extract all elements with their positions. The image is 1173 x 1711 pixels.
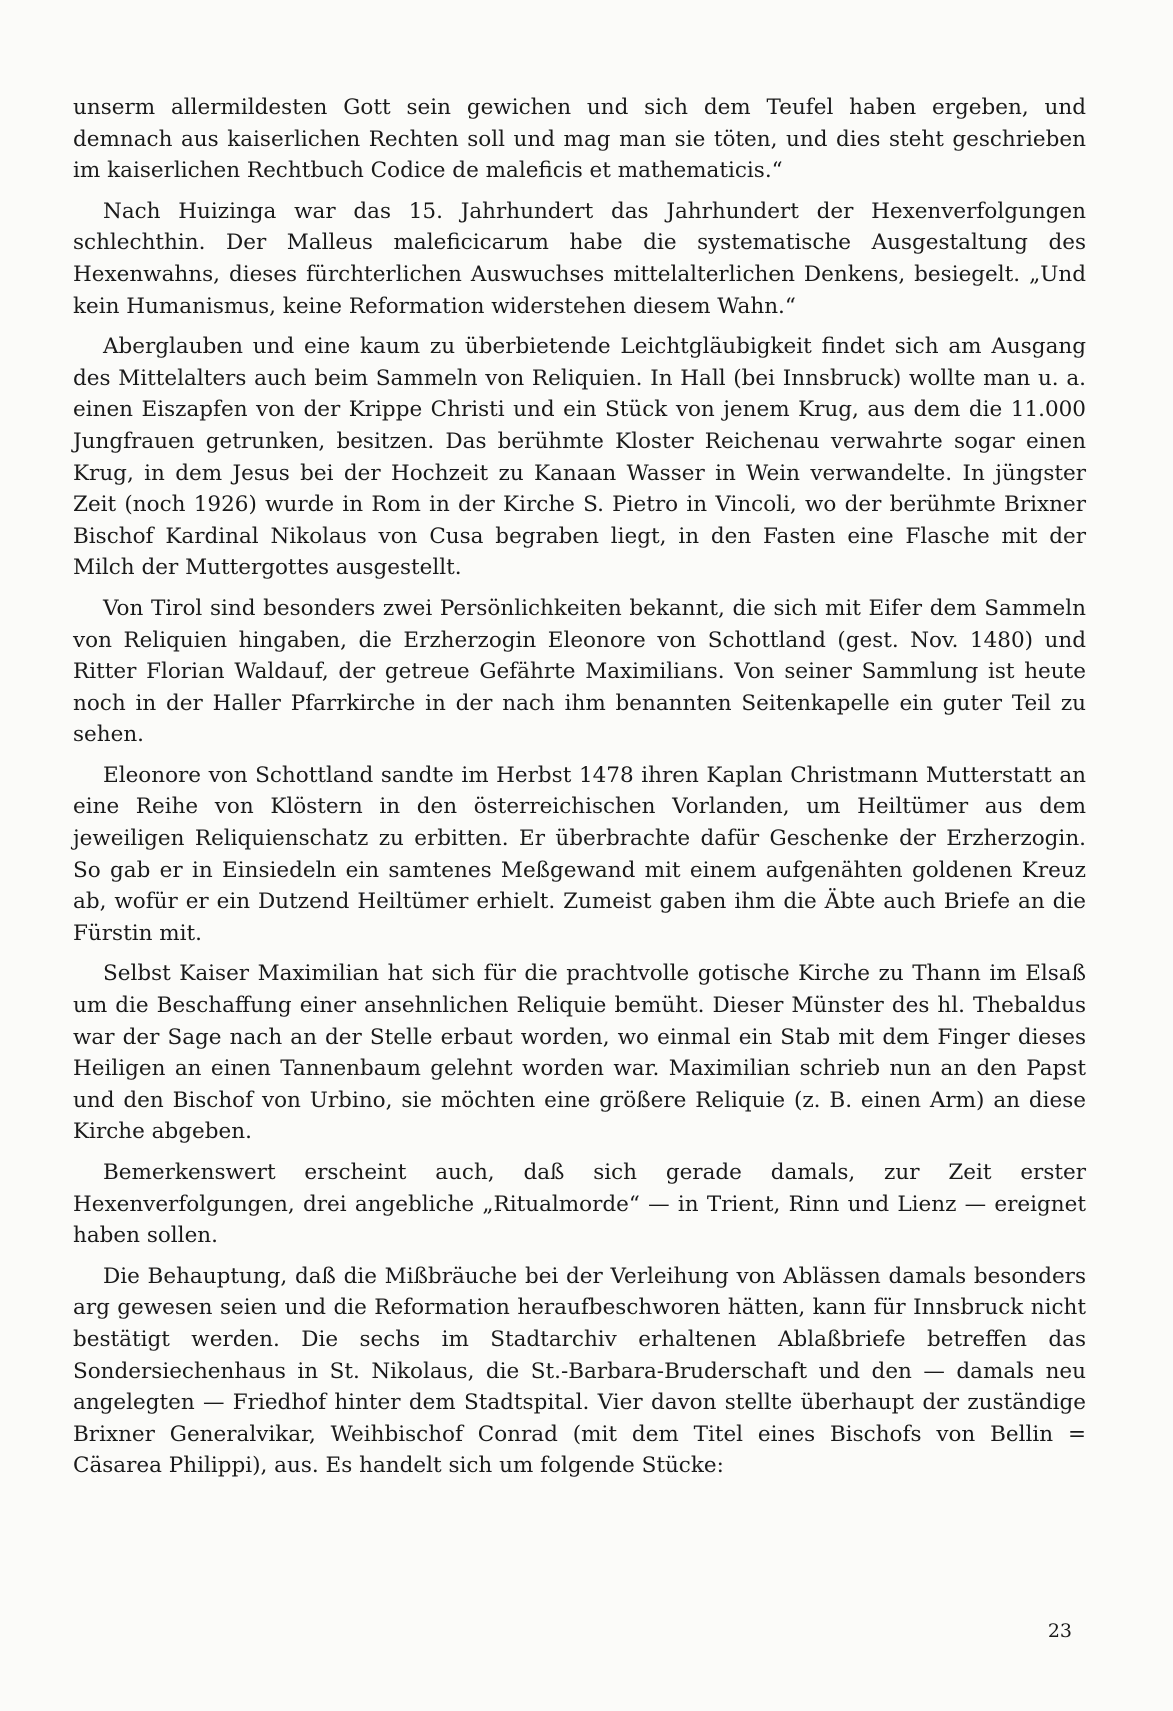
paragraph-continuation: unserm allermildesten Gott sein gewichen und sich dem Teufel haben ergeben, und demnach aus kaiserlichen Rechten soll und mag man sie töten, und dies steht geschrieben im kaiserlichen Rechtbuch Codice de maleficis et mathematicis.“: [73, 95, 1086, 184]
paragraph-aberglauben: Aberglauben und eine kaum zu überbietende Leichtgläubigkeit findet sich am Ausgang des Mittelalters auch beim Sammeln von Reliquien. In Hall (bei Innsbruck) wollte man u. a. einen Eiszapfen von der Krippe Christi und ein Stück von jenem Krug, aus dem die 11.000 Jungfrauen getrunken, besitzen. Das berühmte Kloster Reichenau verwahrte sogar einen Krug, in dem Jesus bei der Hochzeit zu Kanaan Wasser in Wein verwandelte. In jüngster Zeit (noch 1926) wurde in Rom in der Kirche S. Pietro in Vincoli, wo der berühmte Brixner Bischof Kardinal Nikolaus von Cusa begraben liegt, in den Fasten eine Flasche mit der Milch der Muttergottes ausgestellt.: [73, 334, 1086, 581]
page-number: 23: [1047, 1620, 1072, 1642]
paragraph-eleonore: Eleonore von Schottland sandte im Herbst 1478 ihren Kaplan Christmann Mutterstatt an eine Reihe von Klöstern in den österreichischen Vorlanden, um Heiltümer aus dem jeweiligen Reliquienschatz zu erbitten. Er überbrachte dafür Geschenke der Erzherzogin. So gab er in Einsiedeln ein samtenes Meßgewand mit einem aufgenähten goldenen Kreuz ab, wofür er ein Dutzend Heiltümer erhielt. Zumeist gaben ihm die Äbte auch Briefe an die Fürstin mit.: [73, 762, 1086, 946]
page-body: [73, 92, 1086, 1491]
paragraph-maximilian: Selbst Kaiser Maximilian hat sich für die prachtvolle gotische Kirche zu Thann im Elsaß um die Beschaffung einer ansehnlichen Reliquie bemüht. Dieser Münster des hl. Thebaldus war der Sage nach an der Stelle erbaut worden, wo einmal ein Stab mit dem Finger dieses Heiligen an einen Tannenbaum gelehnt worden war. Maximilian schrieb nun an den Papst und den Bischof von Urbino, sie möchten eine größere Reliquie (z. B. einen Arm) an diese Kirche abgeben.: [73, 961, 1086, 1145]
paragraph-ablaesse: Die Behauptung, daß die Mißbräuche bei der Verleihung von Ablässen damals besonders arg gewesen seien und die Reformation heraufbeschworen hätten, kann für Innsbruck nicht bestätigt werden. Die sechs im Stadtarchiv erhaltenen Ablaßbriefe betreffen das Sondersiechenhaus in St. Nikolaus, die St.-Barbara-Bruderschaft und den — damals neu angelegten — Friedhof hinter dem Stadtspital. Vier davon stellte überhaupt der zuständige Brixner Generalvikar, Weihbischof Conrad (mit dem Titel eines Bischofs von Bellin = Cäsarea Philippi), aus. Es handelt sich um folgende Stücke:: [73, 1263, 1086, 1479]
paragraph-huizinga: Nach Huizinga war das 15. Jahrhundert das Jahrhundert der Hexenverfolgungen schlechthin. Der Malleus maleficicarum habe die systematische Ausgestaltung des Hexenwahns, dieses fürchterlichen Auswuchses mittelalterlichen Denkens, besiegelt. „Und kein Humanismus, keine Reformation widerstehen diesem Wahn.“: [73, 198, 1086, 319]
paragraph-ritualmorde: Bemerkenswert erscheint auch, daß sich gerade damals, zur Zeit erster Hexenverfolgungen, drei angebliche „Ritualmorde“ — in Trient, Rinn und Lienz — ereignet haben sollen.: [73, 1160, 1086, 1249]
paragraph-tirol: Von Tirol sind besonders zwei Persönlichkeiten bekannt, die sich mit Eifer dem Sammeln von Reliquien hingaben, die Erzherzogin Eleonore von Schottland (gest. Nov. 1480) und Ritter Florian Waldauf, der getreue Gefährte Maximilians. Von seiner Sammlung ist heute noch in der Haller Pfarrkirche in der nach ihm benannten Seitenkapelle ein guter Teil zu sehen.: [73, 595, 1086, 748]
